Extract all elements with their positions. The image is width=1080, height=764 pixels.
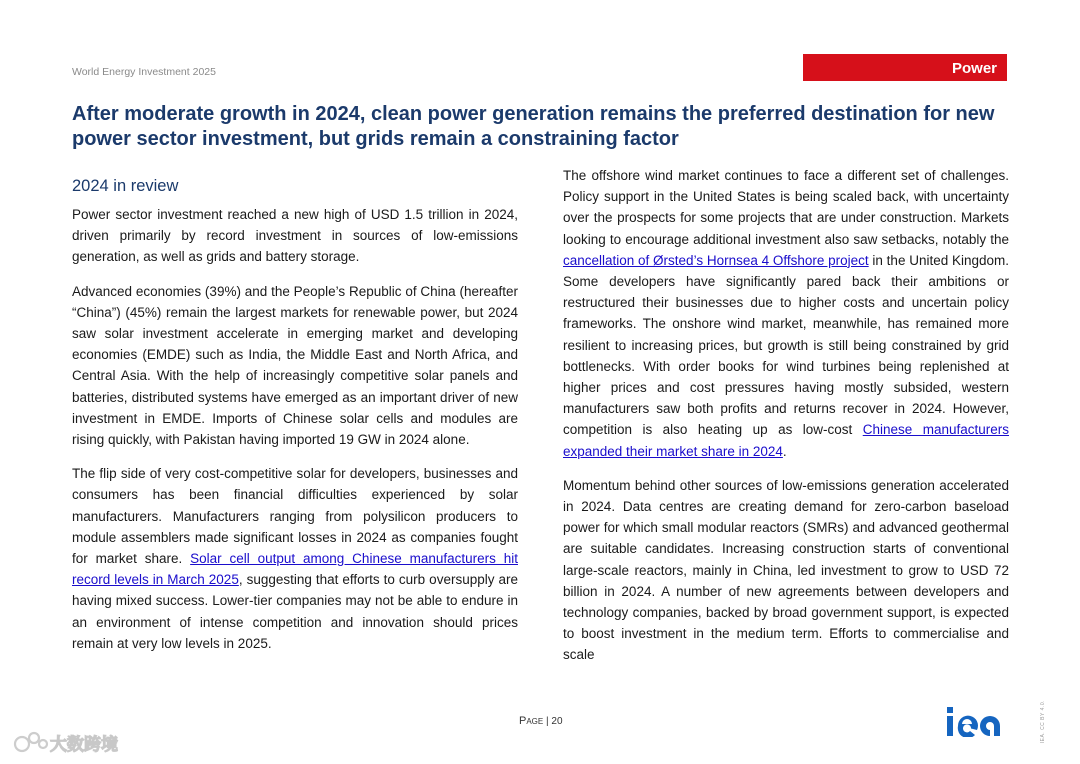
paragraph — [72, 463, 518, 654]
right-column — [563, 165, 1009, 679]
section-tab-label: Power — [951, 60, 997, 77]
page-word: Page — [519, 715, 544, 727]
svg-text:大数跨境: 大数跨境 — [50, 735, 118, 755]
paragraph-text: , suggesting that efforts to curb oversupply are having mixed success. Lower-tier companies may not be able to endure in an environment of intense competition and innovation should prices remain at very low levels in 2025. — [72, 572, 518, 651]
paragraph-text: in the United Kingdom. Some developers have significantly pared back their ambitions or restructured their businesses due to higher costs and uncertain policy frameworks. The onshore wind market, meanwhile, has remained more resilient to increasing prices, but growth is still being constrained by grid bottlenecks. With order books for wind turbines being replenished at higher prices and cost pressures having mostly subsided, western manufacturers saw both profits and returns recover in 2024. However, competition is also heating up as low-cost — [563, 252, 1010, 438]
paragraph: Advanced economies (39%) and the People’s Republic of China (hereafter “China”) (45%) remain the largest markets for renewable power, but 2024 saw solar investment accelerate in emerging market and developing economies (EMDE) such as India, the Middle East and North Africa, and Central Asia. With the help of increasingly competitive solar panels and batteries, distributed systems have emerged as an important driver of new investment in EMDE. Imports of Chinese solar cells and modules are rising quickly, with Pakistan having imported 19 GW in 2024 alone. — [72, 283, 518, 448]
paragraph-text: The offshore wind market continues to face a different set of challenges. Policy support in the United States is being scaled back, with uncertainty over the prospects for some projects that are under construction. Markets looking to encourage additional investment also saw setbacks, notably the — [563, 168, 1009, 247]
page-number — [519, 715, 563, 727]
chinese-manufacturers-link[interactable]: Chinese manufacturers expanded their market share in 2024 — [563, 422, 1009, 459]
paragraph-text: The flip side of very cost-competitive solar for developers, businesses and consumers has been financial difficulties experienced by solar manufacturers. Manufacturers ranging from polysilicon producers to module assemblers made significant losses in 2024 as companies fought for market share. — [72, 466, 518, 567]
solar-output-link[interactable]: Solar cell output among Chinese manufacturers hit record levels in March 2025 — [72, 551, 518, 588]
paragraph: Power sector investment reached a new high of USD 1.5 trillion in 2024, driven primarily by record investment in sources of low-emissions generation, as well as grids and battery storage. — [72, 207, 518, 265]
hornsea-cancellation-link[interactable]: cancellation of Ørsted’s Hornsea 4 Offshore project — [563, 252, 869, 268]
document-title: World Energy Investment 2025 — [72, 66, 216, 78]
license-note: IEA. CC BY 4.0. — [1040, 700, 1046, 744]
section-tab-power — [803, 54, 1007, 81]
watermark-logo — [8, 728, 148, 758]
section-subheading: 2024 in review — [72, 177, 179, 195]
paragraph-text: . — [782, 443, 787, 459]
paragraph — [563, 165, 1009, 462]
left-column — [72, 174, 518, 667]
page-separator: | — [543, 716, 552, 727]
page-number-value: 20 — [551, 716, 563, 727]
iea-logo — [944, 703, 1008, 737]
page-headline: After moderate growth in 2024, clean power generation remains the preferred destination for new power sector investment, but grids remain a constraining factor — [72, 103, 995, 150]
paragraph: Momentum behind other sources of low-emissions generation accelerated in 2024. Data centres are creating demand for zero-carbon baseload power for which small modular reactors (SMRs) and advanced geothermal are suitable candidates. Increasing construction starts of conventional large-scale reactors, mainly in China, led investment to grow to USD 72 billion in 2024. A number of new agreements between developers and technology companies, backed by broad government support, is expected to boost investment in the medium term. Efforts to commercialise and scale — [563, 477, 1009, 663]
